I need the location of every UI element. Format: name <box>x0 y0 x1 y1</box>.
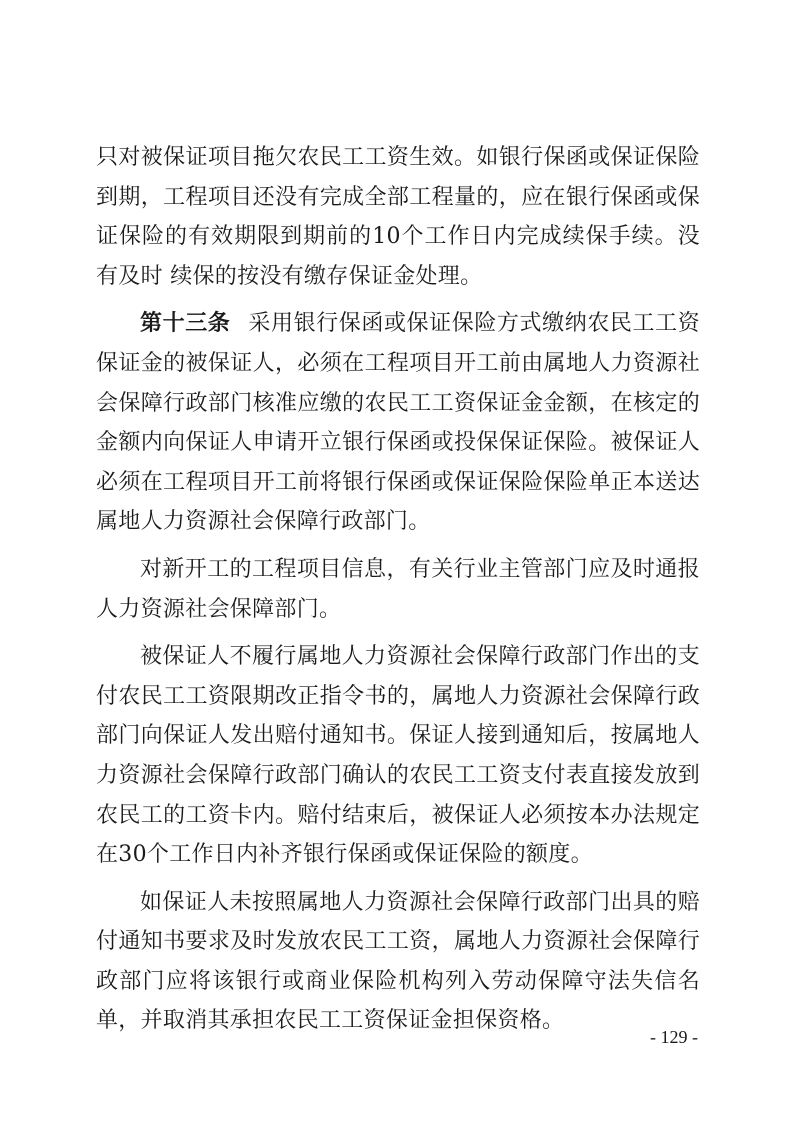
paragraph-continuation <box>96 138 700 296</box>
paragraph-compensation <box>96 637 700 875</box>
paragraph-text: 只对被保证项目拖欠农民工工资生效。如银行保函或保证保险到期，工程项目还没有完成全部工程量的，应在银行保函或保证保险的有效期限到期前的10个工作日内完成续保手续。没有及时 续保的按没有缴存保证金处理。 <box>96 145 700 289</box>
paragraph-text: 对新开工的工程项目信息，有关行业主管部门应及时通报人力资源社会保障部门。 <box>96 556 700 622</box>
article-label: 第十三条 <box>140 311 231 337</box>
page-number: - 129 - <box>650 1027 698 1047</box>
paragraph-article-13 <box>96 304 700 542</box>
paragraph-notification <box>96 550 700 629</box>
paragraph-text: 如保证人未按照属地人力资源社会保障行政部门出具的赔付通知书要求及时发放农民工工资，属地人力资源社会保障行政部门应将该银行或商业保险机构列入劳动保障守法失信名单，并取消其承担农民工工资保证金担保资格。 <box>96 889 700 1034</box>
paragraph-text: 采用银行保函或保证保险方式缴纳农民工工资保证金的被保证人，必须在工程项目开工前由属地人力资源社会保障行政部门核准应缴的农民工工资保证金金额，在核定的金额内向保证人申请开立银行保函或投保保证保险。被保证人必须在工程项目开工前将银行保函或保证保险保险单正本送达属地人力资源社会保障行政部门。 <box>96 311 700 535</box>
document-body <box>96 138 700 1049</box>
paragraph-text: 被保证人不履行属地人力资源社会保障行政部门作出的支付农民工工资限期改正指令书的，属地人力资源社会保障行政部门向保证人发出赔付通知书。保证人接到通知后，按属地人力资源社会保障行政部门确认的农民工工资支付表直接发放到农民工的工资卡内。赔付结束后，被保证人必须按本办法规定在30个工作日内补齐银行保函或保证保险的额度。 <box>96 644 700 868</box>
paragraph-blacklist <box>96 883 700 1041</box>
